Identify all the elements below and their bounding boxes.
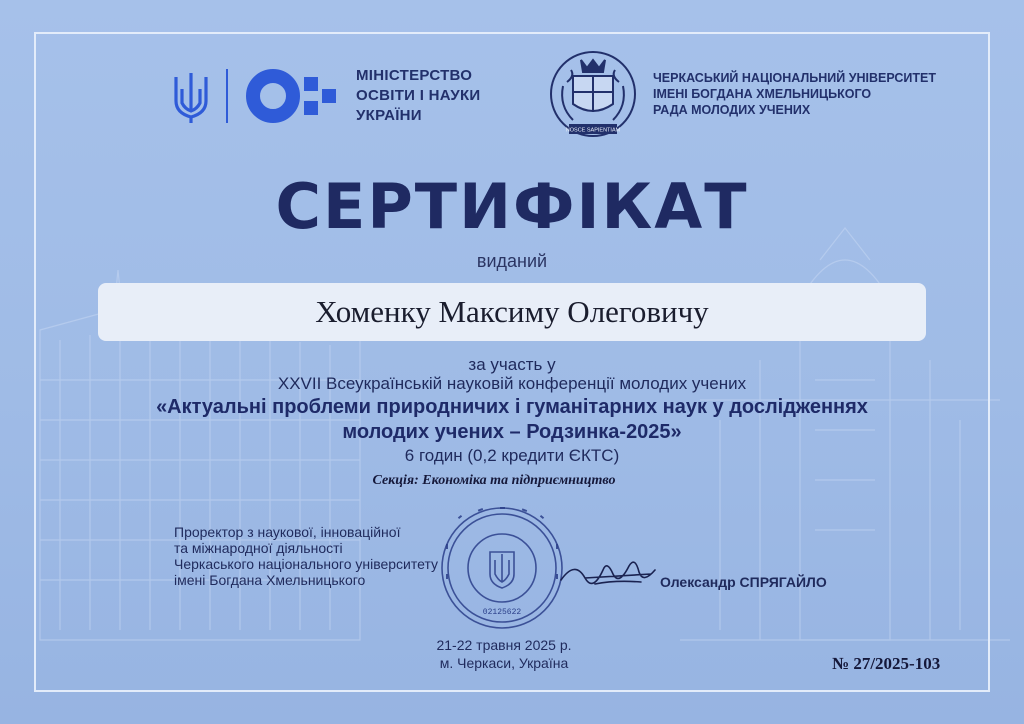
ministry-name-line2: ОСВІТИ І НАУКИ bbox=[356, 87, 481, 104]
recipient-box bbox=[98, 283, 926, 341]
crest-motto: NOSCE SAPIENTIAM bbox=[565, 127, 621, 134]
participation-label: за участь у bbox=[468, 355, 556, 374]
conference-topic-line1: «Актуальні проблеми природничих і гуманітарних наук у дослідженнях bbox=[156, 396, 868, 418]
ministry-logo-icon bbox=[246, 67, 342, 125]
event-dates-place bbox=[404, 636, 604, 672]
university-council: РАДА МОЛОДИХ УЧЕНИХ bbox=[653, 103, 811, 117]
university-crest-icon bbox=[545, 46, 641, 142]
official-stamp bbox=[438, 504, 566, 632]
credit-hours: 6 годин (0,2 кредити ЄКТС) bbox=[404, 446, 620, 465]
signer-position-line1: Проректор з наукової, інноваційної bbox=[174, 524, 401, 540]
conference-section: Секція: Економіка та підприємництво bbox=[372, 473, 616, 488]
recipient-name: Хоменку Максиму Олеговичу bbox=[315, 294, 709, 329]
ministry-name-line1: МІНІСТЕРСТВО bbox=[356, 67, 473, 84]
trident-icon bbox=[170, 67, 212, 125]
certificate-title: СЕРТИФІКАТ bbox=[275, 170, 749, 243]
signature-image bbox=[555, 540, 665, 600]
conference-topic-line2: молодих учених – Родзинка-2025» bbox=[342, 421, 682, 443]
signer-position bbox=[174, 524, 438, 588]
ministry-name-line3: УКРАЇНИ bbox=[356, 107, 422, 124]
certificate-number: № 27/2025-103 bbox=[832, 654, 941, 673]
signer-name: Олександр СПРЯГАЙЛО bbox=[660, 574, 827, 590]
ministry-name bbox=[356, 66, 516, 126]
university-name-line2: ІМЕНІ БОГДАНА ХМЕЛЬНИЦЬКОГО bbox=[653, 87, 872, 101]
event-place: м. Черкаси, Україна bbox=[439, 655, 569, 671]
conference-name: XXVII Всеукраїнській науковій конференції молодих учених bbox=[277, 374, 747, 393]
issued-to-label: виданий bbox=[476, 251, 548, 271]
university-name bbox=[653, 70, 943, 118]
signer-position-line4: імені Богдана Хмельницького bbox=[174, 572, 366, 588]
header-divider bbox=[226, 69, 228, 123]
signer-position-line3: Черкаського національного університету bbox=[174, 556, 439, 572]
university-name-line1: ЧЕРКАСЬКИЙ НАЦІОНАЛЬНИЙ УНІВЕРСИТЕТ bbox=[653, 71, 936, 85]
university-header bbox=[545, 46, 943, 142]
signer-position-line2: та міжнародної діяльності bbox=[174, 540, 343, 556]
event-dates: 21-22 травня 2025 р. bbox=[436, 637, 572, 653]
stamp-code: 02125622 bbox=[482, 608, 522, 617]
ministry-header bbox=[170, 64, 516, 128]
